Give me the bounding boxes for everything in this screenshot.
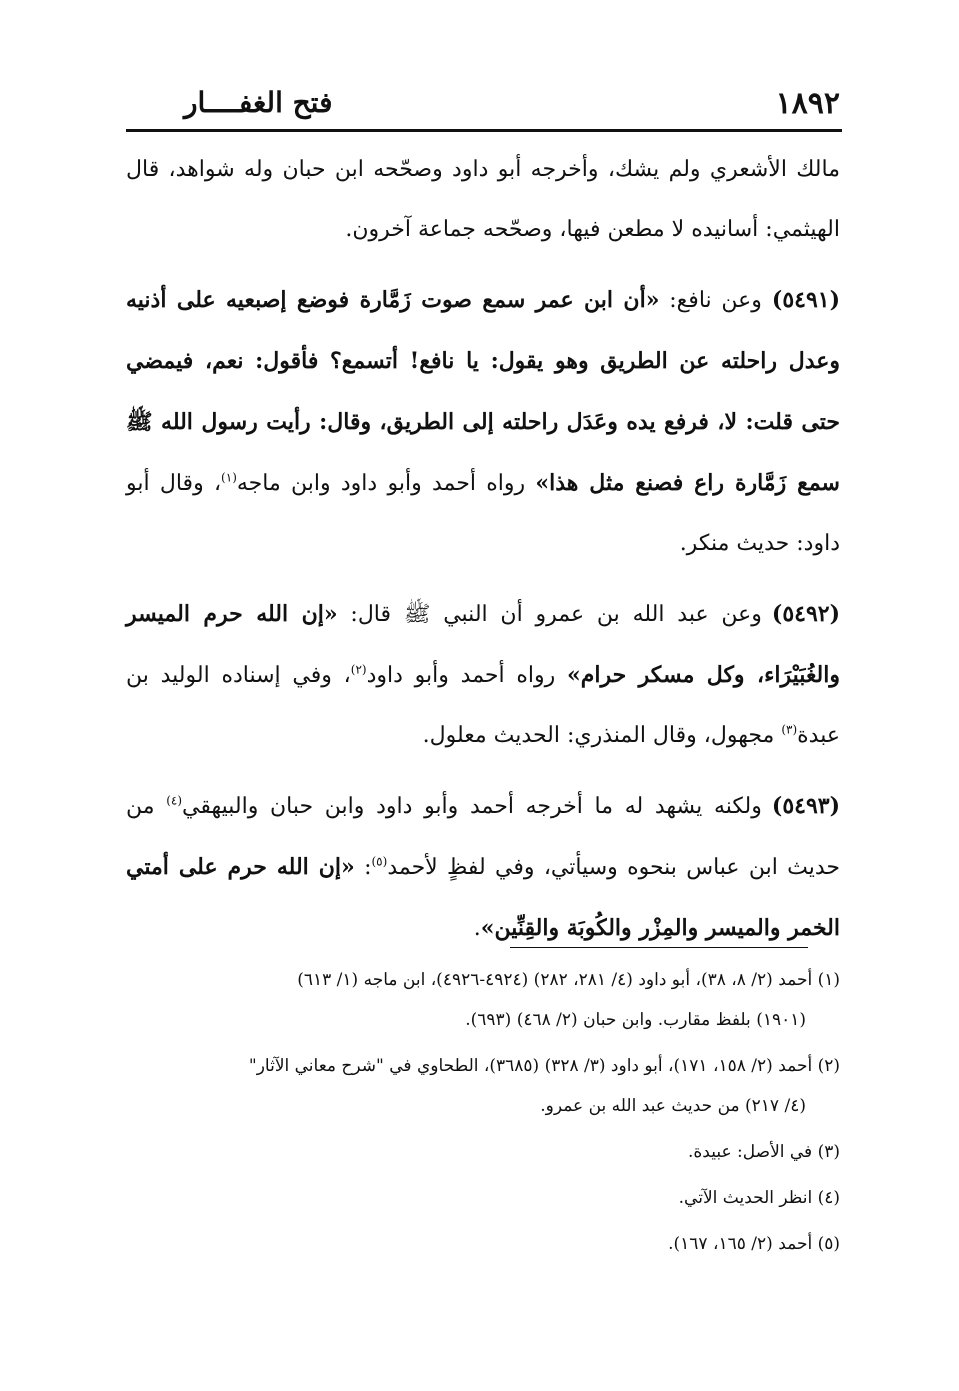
- hadith-source: رواه أحمد وأبو داود وابن ماجه: [236, 471, 536, 496]
- footnote-ref: (٣): [781, 722, 798, 737]
- footnote-text: (١) أحمد (٢/ ٨، ٣٨)، أبو داود (٤/ ٢٨١، ٢٨٢) (٤٩٢٤-٤٩٢٦)، ابن ماجه (١/ ٦١٣): [297, 970, 840, 990]
- hadith-tail: .: [473, 916, 481, 941]
- hadith-number: (٥٤٩١): [771, 287, 840, 313]
- hadith-tail: مجهول، وقال المنذري: الحديث معلول.: [422, 723, 782, 748]
- hadith-middle: من حديث ابن عباس بنحوه وسيأتي، وفي لفظٍ لأحمد: [126, 794, 841, 880]
- hadith-number: (٥٤٩٢): [771, 601, 840, 627]
- hadith-5492: [126, 584, 840, 766]
- header-rule: [126, 129, 842, 132]
- hadith-number: (٥٤٩٣): [771, 793, 840, 819]
- hadith-quote: «إن الله حرم على أمتي الخمر والميسر والمِزْر والكُوبَة والقِنِّين»: [126, 854, 840, 941]
- paragraph-continuation: مالك الأشعري ولم يشك، وأخرجه أبو داود وصحّحه ابن حبان وله شواهد، قال الهيثمي: أسانيده لا مطعن فيها، وصحّحه جماعة آخرون.: [126, 157, 840, 242]
- hadith-middle: ، وفي إسناده الوليد بن عبدة: [126, 663, 840, 748]
- page-number: ١٨٩٢: [775, 86, 840, 121]
- footnote-ref: (٢): [350, 662, 367, 677]
- footnote-text-continued: (٤/ ٢١٧) من حديث عبد الله بن عمرو.: [540, 1096, 806, 1116]
- hadith-intro: وعن عبد الله بن عمرو أن النبي ﷺ قال:: [337, 602, 762, 627]
- footnote-4: [126, 1178, 840, 1218]
- footnote-text: (٣) في الأصل: عبيدة.: [687, 1142, 840, 1162]
- footnote-separator: [510, 947, 808, 948]
- hadith-5493: [126, 776, 840, 959]
- hadith-quote: «أن ابن عمر سمع صوت زَمَّارة فوضع إصبعيه على أذنيه وعدل راحلته عن الطريق وهو يقول: يا نافع! أتسمع؟ فأقول: نعم، فيمضي حتى قلت: لا، فرفع يده وعَدَل راحلته إلى الطريق، وقال: رأيت رسول الله ﷺ سمع زَمَّارة راع فصنع مثل هذا»: [126, 287, 840, 496]
- footnote-2: [126, 1046, 840, 1126]
- footnote-5: [126, 1224, 840, 1264]
- footnote-1: [126, 960, 840, 1040]
- footnote-3: [126, 1132, 840, 1172]
- hadith-5491: [126, 270, 840, 574]
- footnote-text: (٢) أحمد (٢/ ١٥٨، ١٧١)، أبو داود (٣/ ٣٢٨) (٣٦٨٥)، الطحاوي في "شرح معاني الآثار": [248, 1056, 840, 1076]
- footnote-text: (٥) أحمد (٢/ ١٦٥، ١٦٧).: [668, 1234, 840, 1254]
- book-title: فتح الغفــــار: [184, 86, 333, 119]
- hadith-source: رواه أحمد وأبو داود: [366, 663, 568, 688]
- footnote-ref: (٥): [371, 854, 388, 869]
- hadith-tail: ، وقال أبو داود: حديث منكر.: [126, 471, 840, 556]
- footnote-ref: (١): [221, 470, 237, 485]
- footnote-ref: (٤): [166, 793, 183, 808]
- main-text: [126, 140, 840, 969]
- hadith-colon: :: [354, 855, 372, 880]
- hadith-intro: ولكنه يشهد له ما أخرجه أحمد وأبو داود وابن حبان والبيهقي: [182, 794, 762, 819]
- footnotes: [126, 960, 840, 1270]
- footnote-text-continued: (١٩٠١) بلفظ مقارب. وابن حبان (٢/ ٤٦٨) (٦٩٣).: [465, 1010, 806, 1030]
- footnote-text: (٤) انظر الحديث الآتي.: [678, 1188, 840, 1208]
- running-head: [130, 84, 840, 124]
- hadith-quote: «إن الله حرم الميسر والغُبَيْرَاء، وكل مسكر حرام»: [126, 601, 840, 688]
- hadith-intro: وعن نافع:: [659, 288, 762, 313]
